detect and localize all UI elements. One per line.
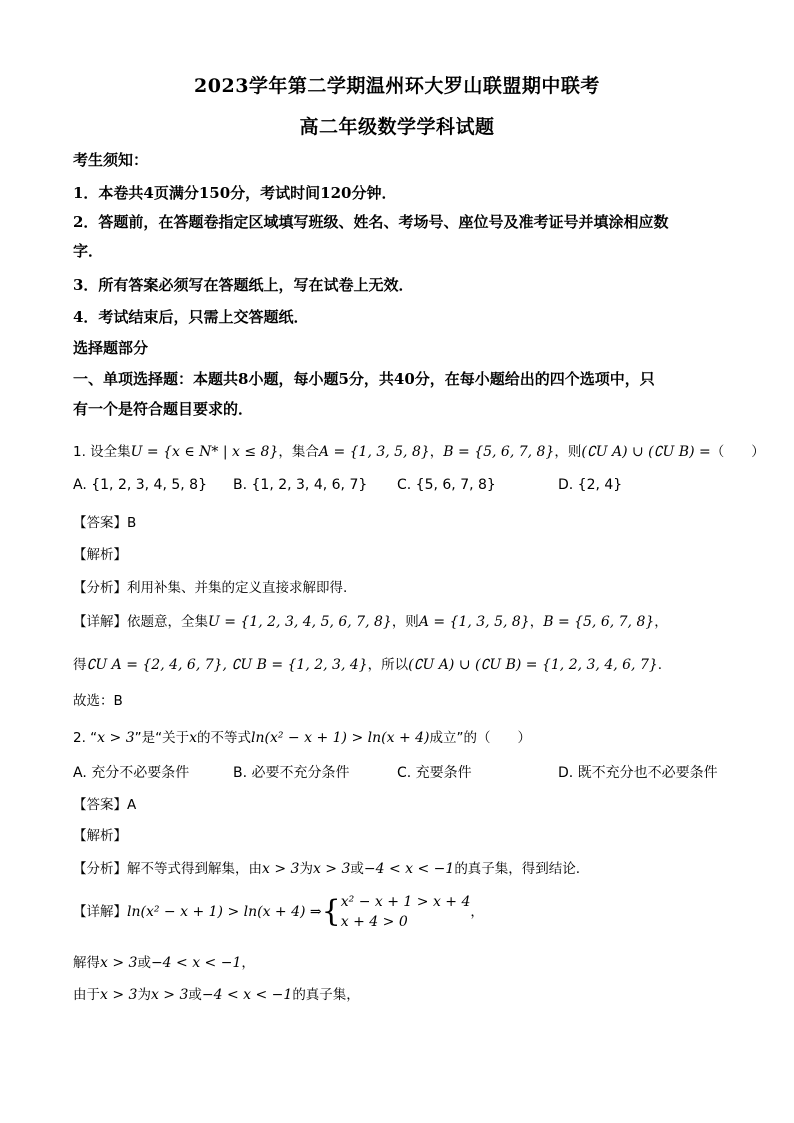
detail-math: U = {1, 2, 3, 4, 5, 6, 7, 8} [208,614,392,630]
q1-option-a: A. {1, 2, 3, 4, 5, 8} [73,477,207,493]
detail-text: 为 [137,987,151,1003]
part1-heading-cont: 有一个是符合题目要求的． [73,400,254,418]
q2-solution-line [73,952,255,973]
q2-option-a: A. 充分不必要条件 [73,765,190,781]
exam-title: 2023学年第二学期温州环大罗山联盟期中联考 [194,75,600,97]
q2-answer [73,794,136,815]
q2-stem-text: ”是“关于 [134,730,190,746]
detail-text: ， [470,904,484,920]
detail-text: ， [241,955,255,971]
q1-conclusion: 故选：B [73,693,123,709]
q1-detail-line-1 [73,611,668,632]
notice-heading: 考生须知： [73,151,149,169]
system-brace: { [321,894,341,929]
q2-option-b: B. 必要不充分条件 [233,765,350,781]
fenxi-text: 利用补集、并集的定义直接求解即得. [127,580,348,596]
exam-subtitle: 高二年级数学学科试题 [299,116,495,138]
q1-stem-text: 1. 设全集 [73,444,131,460]
notice-item-4: 4．考试结束后，只需上交答题纸． [73,308,309,326]
q1-stem-text: （ ） [710,444,765,460]
q1-fenxi [73,577,347,598]
detail-text: ，所以 [367,657,409,673]
detail-math: ln(x² − x + 1) > ln(x + 4) ⇒ [127,904,322,920]
fenxi-text: 或 [350,861,364,877]
q2-option-d: D. 既不充分也不必要条件 [558,765,718,781]
detail-text: 或 [188,987,202,1003]
q2-subset-line [73,984,360,1005]
detail-tag: 【详解】 [73,614,127,630]
answer-tag: 【答案】 [73,515,127,531]
fenxi-math: −4 < x < −1 [363,861,455,877]
detail-text: 依题意，全集 [127,614,208,630]
system-row: x² − x + 1 > x + 4 [340,894,471,910]
detail-math: x > 3 [150,987,189,1003]
notice-item-1: 1．本卷共4页满分150分，考试时间120分钟． [73,184,397,202]
q1-option-b: B. {1, 2, 3, 4, 6, 7} [233,477,368,493]
notice-item-2-cont: 字． [73,242,104,260]
q2-inequality: ln(x² − x + 1) > ln(x + 4) [251,730,430,746]
analysis-tag: 【解析】 [73,828,127,844]
q1-stem-text: ， [429,444,444,460]
detail-math: B = {5, 6, 7, 8} [543,614,655,630]
detail-math: −4 < x < −1 [150,955,242,971]
section-label: 选择题部分 [73,339,149,357]
fenxi-text: 解不等式得到解集，由 [127,861,262,877]
q1-stem-text: ，集合 [278,444,319,460]
q1-stem-text: ，则 [554,444,582,460]
q1-set-b: B = {5, 6, 7, 8} [443,444,555,460]
detail-math: (∁U A) ∪ (∁U B) = {1, 2, 3, 4, 6, 7} [408,657,658,673]
fenxi-math: x > 3 [312,861,351,877]
detail-math: x > 3 [100,987,138,1003]
q2-stem-text: 成立”的（ ） [429,730,531,746]
q1-detail-line-2 [73,654,662,675]
q1-set-a: A = {1, 3, 5, 8} [318,444,430,460]
detail-tag: 【详解】 [73,904,127,920]
detail-text: ， [529,614,544,630]
fenxi-tag: 【分析】 [73,861,127,877]
q2-stem-text: 的不等式 [197,730,252,746]
q1-option-d: D. {2, 4} [558,477,623,493]
answer-value: B [127,515,137,531]
q1-stem [73,441,765,462]
detail-text: 解得 [73,955,100,971]
q1-option-c: C. {5, 6, 7, 8} [397,477,496,493]
detail-math: −4 < x < −1 [201,987,293,1003]
q1-answer [73,512,136,533]
q2-math: x [189,730,198,746]
detail-text: 由于 [73,987,100,1003]
q2-stem [73,727,531,748]
notice-item-2: 2．答题前，在答题卷指定区域填写班级、姓名、考场号、座位号及准考证号并填涂相应数 [73,213,669,231]
q2-stem-text: 2. “ [73,730,98,746]
answer-value: A [127,797,137,813]
fenxi-text: 为 [299,861,313,877]
q2-fenxi [73,858,580,879]
part1-heading: 一、单项选择题：本题共8小题，每小题5分，共40分，在每小题给出的四个选项中，只 [73,370,655,388]
detail-text: ， [654,614,668,630]
detail-math: ∁U A = {2, 4, 6, 7}, ∁U B = {1, 2, 3, 4} [86,657,368,673]
q1-set-u: U = {x ∈ N* | x ≤ 8} [130,444,279,460]
detail-text: . [657,657,663,673]
inequality-system [341,892,471,932]
analysis-tag: 【解析】 [73,547,127,563]
q2-option-c: C. 充要条件 [397,765,472,781]
q1-expression: (∁U A) ∪ (∁U B) = [581,444,711,460]
detail-math: x > 3 [100,955,138,971]
notice-item-3: 3．所有答案必须写在答题纸上，写在试卷上无效． [73,276,414,294]
detail-text: 得 [73,657,87,673]
detail-text: ，则 [391,614,419,630]
system-row: x + 4 > 0 [340,914,408,930]
fenxi-math: x > 3 [262,861,300,877]
fenxi-tag: 【分析】 [73,580,127,596]
detail-math: A = {1, 3, 5, 8} [418,614,530,630]
q2-detail-system [73,892,484,932]
q2-math: x > 3 [97,730,135,746]
detail-text: 的真子集， [292,987,360,1003]
answer-tag: 【答案】 [73,797,127,813]
detail-text: 或 [137,955,151,971]
fenxi-text: 的真子集，得到结论. [454,861,581,877]
